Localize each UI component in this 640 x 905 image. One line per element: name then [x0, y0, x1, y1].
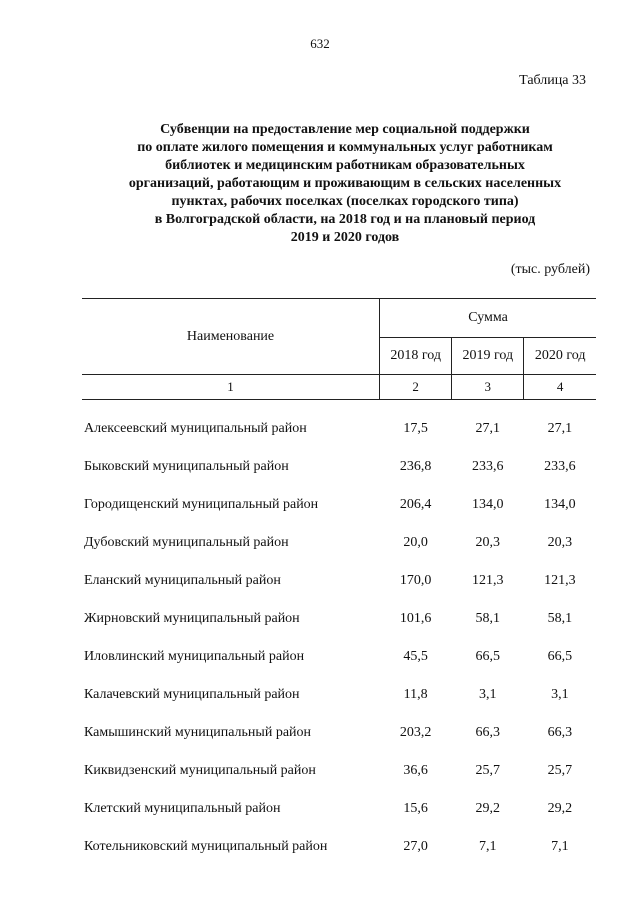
value-2019: 3,1 — [479, 687, 497, 702]
value-2020: 66,3 — [547, 725, 573, 740]
value-2019: 27,1 — [475, 421, 501, 436]
column-number: 4 — [524, 375, 596, 400]
value-2019: 233,6 — [472, 459, 504, 474]
table-row — [82, 562, 596, 600]
title-line: 2019 и 2020 годов — [290, 230, 400, 245]
value-2018: 203,2 — [399, 725, 432, 740]
value-2018: 36,6 — [403, 763, 428, 778]
page-number: 632 — [310, 36, 330, 51]
value-2019: 7,1 — [479, 839, 497, 854]
table-row — [82, 486, 596, 524]
column-header-name: Наименование — [82, 299, 380, 375]
table-row — [82, 752, 596, 790]
column-number: 3 — [452, 375, 524, 400]
value-2018: 17,5 — [403, 421, 428, 436]
value-2020: 25,7 — [547, 763, 573, 778]
table-row — [82, 790, 596, 828]
table-row — [82, 524, 596, 562]
value-2020: 233,6 — [544, 459, 576, 474]
value-2019: 58,1 — [475, 611, 501, 626]
district-name: Городищенский муниципальный район — [84, 497, 319, 512]
table-row — [82, 638, 596, 676]
table-row — [82, 676, 596, 714]
column-header-sum: Сумма — [380, 299, 596, 338]
value-2019: 66,5 — [475, 649, 501, 664]
value-2019: 134,0 — [472, 497, 504, 512]
value-2018: 206,4 — [399, 497, 432, 512]
table-row — [82, 448, 596, 486]
value-2018: 236,8 — [399, 459, 432, 474]
value-2020: 7,1 — [551, 839, 569, 854]
district-name: Алексеевский муниципальный район — [84, 421, 307, 436]
table-row — [82, 600, 596, 638]
value-2020: 58,1 — [547, 611, 573, 626]
value-2020: 121,3 — [544, 573, 576, 588]
district-name: Котельниковский муниципальный район — [84, 839, 328, 854]
title-line: в Волгоградской области, на 2018 год и на плановый период — [154, 212, 536, 227]
value-2020: 134,0 — [544, 497, 576, 512]
value-2018: 20,0 — [403, 535, 428, 550]
district-name: Клетский муниципальный район — [84, 801, 281, 816]
table-label: Таблица 33 — [519, 73, 586, 88]
value-2018: 170,0 — [399, 573, 432, 588]
subsidy-table — [82, 298, 596, 866]
units-note: (тыс. рублей) — [510, 262, 590, 277]
district-name: Жирновский муниципальный район — [84, 611, 300, 626]
title-line: библиотек и медицинским работникам образовательных — [165, 158, 525, 173]
district-name: Еланский муниципальный район — [84, 573, 281, 588]
column-header-2018: 2018 год — [390, 348, 441, 363]
value-2018: 15,6 — [403, 801, 428, 816]
table-row — [82, 828, 596, 866]
value-2018: 45,5 — [403, 649, 428, 664]
value-2020: 27,1 — [547, 421, 573, 436]
column-header-2020: 2020 год — [524, 338, 596, 375]
district-name: Дубовский муниципальный район — [84, 535, 289, 550]
title-line: организаций, работающим и проживающим в сельских населенных — [128, 176, 562, 191]
value-2019: 20,3 — [475, 535, 501, 550]
value-2018: 11,8 — [403, 687, 428, 702]
title-line: по оплате жилого помещения и коммунальных услуг работникам — [137, 140, 553, 155]
value-2020: 29,2 — [547, 801, 573, 816]
document-title — [80, 121, 610, 247]
value-2018: 101,6 — [399, 611, 432, 626]
value-2020: 3,1 — [551, 687, 569, 702]
column-number: 2 — [380, 375, 452, 400]
district-name: Быковский муниципальный район — [84, 459, 289, 474]
table-row — [82, 714, 596, 752]
district-name: Киквидзенский муниципальный район — [84, 763, 316, 778]
value-2019: 66,3 — [475, 725, 501, 740]
title-line: пунктах, рабочих поселках (поселках городского типа) — [171, 194, 519, 209]
value-2018: 27,0 — [403, 839, 428, 854]
value-2019: 29,2 — [475, 801, 501, 816]
column-header-2019: 2019 год — [452, 338, 524, 375]
title-line: Субвенции на предоставление мер социальной поддержки — [160, 122, 530, 137]
district-name: Камышинский муниципальный район — [84, 725, 312, 740]
district-name: Иловлинский муниципальный район — [84, 649, 305, 664]
value-2019: 25,7 — [475, 763, 501, 778]
table-row — [82, 410, 596, 448]
value-2019: 121,3 — [472, 573, 504, 588]
value-2020: 66,5 — [547, 649, 573, 664]
value-2020: 20,3 — [547, 535, 573, 550]
column-number: 1 — [82, 375, 380, 400]
district-name: Калачевский муниципальный район — [84, 687, 300, 702]
